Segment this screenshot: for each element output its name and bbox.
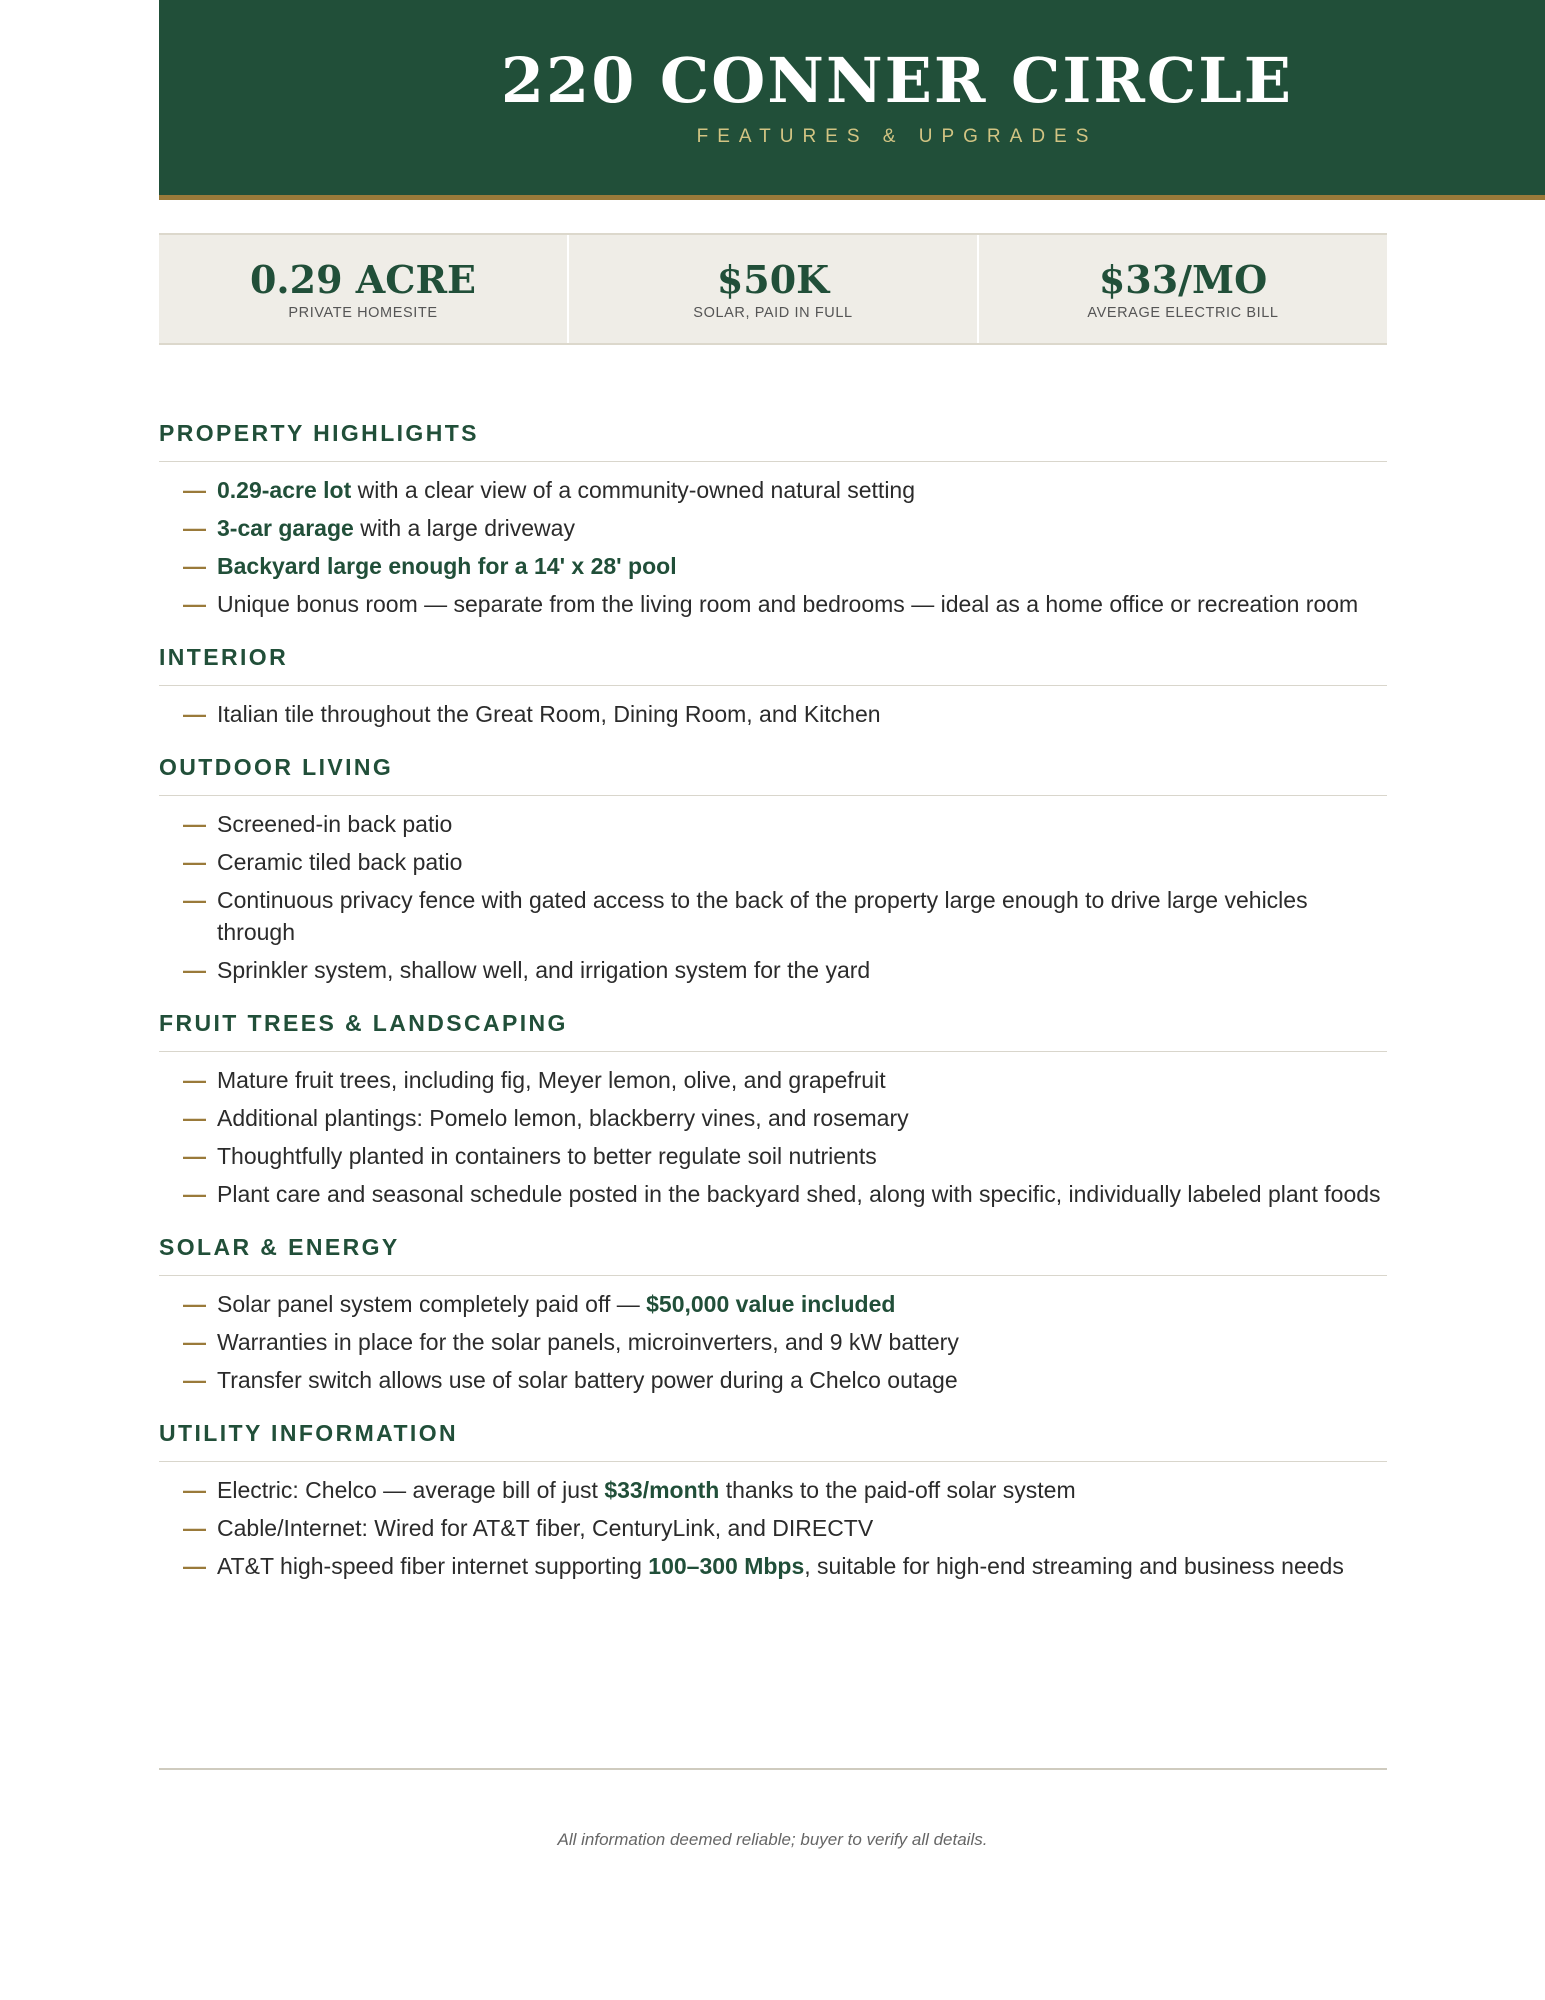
stats-bar (159, 233, 1387, 345)
dash-bullet-icon: — (183, 1477, 206, 1503)
item-text: Mature fruit trees, including fig, Meyer lemon, olive, and grapefruit (217, 1067, 886, 1093)
dash-bullet-icon: — (183, 811, 206, 837)
list-item (159, 1474, 1387, 1506)
bottom-divider (159, 1768, 1387, 1770)
dash-bullet-icon: — (183, 849, 206, 875)
list-item (159, 1178, 1387, 1210)
dash-bullet-icon: — (183, 1515, 206, 1541)
section-title: INTERIOR (159, 642, 1387, 686)
list-item (159, 1364, 1387, 1396)
dash-bullet-icon: — (183, 1367, 206, 1393)
section-utility-information (159, 1418, 1387, 1582)
section-title: UTILITY INFORMATION (159, 1418, 1387, 1462)
dash-bullet-icon: — (183, 515, 206, 541)
dash-bullet-icon: — (183, 1067, 206, 1093)
item-highlight: 0.29-acre lot (217, 477, 352, 503)
item-text: Thoughtfully planted in containers to better regulate soil nutrients (217, 1143, 877, 1169)
item-text: , suitable for high-end streaming and business needs (804, 1553, 1344, 1579)
stat-label: AVERAGE ELECTRIC BILL (1087, 305, 1279, 321)
list-item (159, 1512, 1387, 1544)
bullet-list (159, 474, 1387, 620)
list-item (159, 1288, 1387, 1320)
bullet-list (159, 808, 1387, 986)
bullet-list (159, 698, 1387, 730)
dash-bullet-icon: — (183, 887, 206, 913)
bullet-list (159, 1064, 1387, 1210)
item-text: Continuous privacy fence with gated access to the back of the property large enough to drive large vehicles through (217, 887, 1308, 945)
item-highlight: 3-car garage (217, 515, 354, 541)
list-item (159, 698, 1387, 730)
dash-bullet-icon: — (183, 1143, 206, 1169)
item-highlight: Backyard large enough for a 14' x 28' pool (217, 553, 677, 579)
list-item (159, 954, 1387, 986)
disclaimer-note: All information deemed reliable; buyer to verify all details. (557, 1830, 988, 1849)
dash-bullet-icon: — (183, 1329, 206, 1355)
item-text: Plant care and seasonal schedule posted in the backyard shed, along with specific, individually labeled plant foods (217, 1181, 1381, 1207)
item-text: thanks to the paid-off solar system (719, 1477, 1076, 1503)
list-item (159, 550, 1387, 582)
dash-bullet-icon: — (183, 553, 206, 579)
dash-bullet-icon: — (183, 1291, 206, 1317)
item-text: Sprinkler system, shallow well, and irrigation system for the yard (217, 957, 871, 983)
stat-electric-bill (979, 235, 1387, 343)
item-text: Transfer switch allows use of solar battery power during a Chelco outage (217, 1367, 958, 1393)
section-title: OUTDOOR LIVING (159, 752, 1387, 796)
dash-bullet-icon: — (183, 701, 206, 727)
list-item (159, 588, 1387, 620)
item-text: Electric: Chelco — average bill of just (217, 1477, 605, 1503)
list-item (159, 846, 1387, 878)
list-item (159, 474, 1387, 506)
item-text: with a clear view of a community-owned natural setting (351, 477, 916, 503)
stat-label: SOLAR, PAID IN FULL (693, 305, 853, 321)
item-highlight: $50,000 value included (646, 1291, 896, 1317)
section-property-highlights (159, 418, 1387, 620)
item-text: Additional plantings: Pomelo lemon, blackberry vines, and rosemary (217, 1105, 909, 1131)
dash-bullet-icon: — (183, 591, 206, 617)
item-text: Solar panel system completely paid off — (217, 1291, 647, 1317)
item-text: Warranties in place for the solar panels, microinverters, and 9 kW battery (217, 1329, 959, 1355)
stat-solar (569, 235, 979, 343)
list-item (159, 512, 1387, 544)
section-solar-energy (159, 1232, 1387, 1396)
dash-bullet-icon: — (183, 957, 206, 983)
dash-bullet-icon: — (183, 1181, 206, 1207)
section-interior (159, 642, 1387, 730)
bullet-list (159, 1288, 1387, 1396)
item-text: AT&T high-speed fiber internet supporting (217, 1553, 649, 1579)
stat-value: $33/MO (1098, 257, 1268, 302)
page-subtitle: FEATURES & UPGRADES (696, 126, 1098, 147)
dash-bullet-icon: — (183, 1105, 206, 1131)
dash-bullet-icon: — (183, 477, 206, 503)
page-title: 220 CONNER CIRCLE (500, 44, 1294, 117)
list-item (159, 1064, 1387, 1096)
section-outdoor-living (159, 752, 1387, 986)
stat-lot-size (159, 235, 569, 343)
item-text: Italian tile throughout the Great Room, Dining Room, and Kitchen (217, 701, 881, 727)
list-item (159, 884, 1387, 948)
page-header (159, 0, 1545, 200)
item-text: Ceramic tiled back patio (217, 849, 463, 875)
item-highlight: $33/month (604, 1477, 720, 1503)
list-item (159, 808, 1387, 840)
section-title: SOLAR & ENERGY (159, 1232, 1387, 1276)
features-content (159, 418, 1387, 1604)
stat-label: PRIVATE HOMESITE (288, 305, 438, 321)
list-item (159, 1326, 1387, 1358)
section-fruit-trees-landscaping (159, 1008, 1387, 1210)
item-text: Screened-in back patio (217, 811, 453, 837)
bullet-list (159, 1474, 1387, 1582)
stat-value: $50K (716, 257, 830, 302)
list-item (159, 1102, 1387, 1134)
item-text: Unique bonus room — separate from the living room and bedrooms — ideal as a home office or recreation room (217, 591, 1359, 617)
dash-bullet-icon: — (183, 1553, 206, 1579)
item-text: Cable/Internet: Wired for AT&T fiber, CenturyLink, and DIRECTV (217, 1515, 874, 1541)
section-title: FRUIT TREES & LANDSCAPING (159, 1008, 1387, 1052)
item-text: with a large driveway (353, 515, 575, 541)
section-title: PROPERTY HIGHLIGHTS (159, 418, 1387, 462)
list-item (159, 1140, 1387, 1172)
stat-value: 0.29 ACRE (249, 257, 477, 302)
item-highlight: 100–300 Mbps (648, 1553, 805, 1579)
list-item (159, 1550, 1387, 1582)
